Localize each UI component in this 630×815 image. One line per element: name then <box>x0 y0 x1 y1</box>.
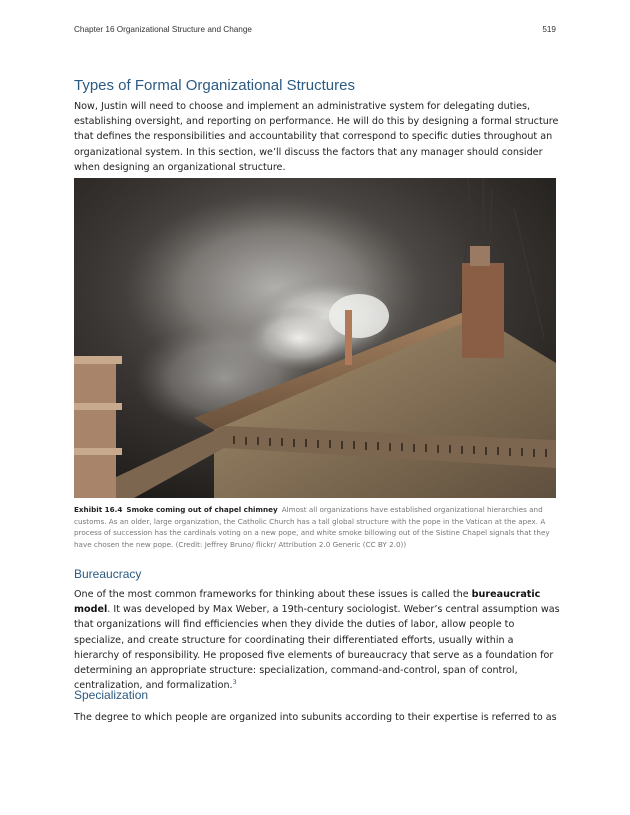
figure-caption <box>74 504 556 550</box>
chapel-chimney-illustration <box>74 178 556 498</box>
key-term-bureaucratic-model: bureaucratic model <box>74 589 541 616</box>
caption-title: Smoke coming out of chapel chimney <box>126 505 278 514</box>
caption-text: Almost all organizations have established organizational hierarchies and customs. As an older, large organization, the Catholic Church has a tall global structure with the pope in the Vatican at the apex. A process of succession has the cardinals voting on a new pope, and white smoke billowing out of the Sistine Chapel signals that they have chosen the new pope. (Credit: Jeffrey Bruno/ flickr/ Attribution 2.0 Generic (CC BY 2.0)) <box>74 505 550 549</box>
intro-paragraph: Now, Justin will need to choose and implement an administrative system for delegating duties, establishing oversight, and reporting on performance. He will do this by designing a formal structure that defines the responsibilities and accountability that correspond to specific duties throughout an organizational system. In this section, we’ll discuss the factors that any manager should consider when designing an organizational structure. <box>74 101 559 173</box>
chimney-pipe <box>345 310 352 365</box>
footnote-link[interactable]: 3 <box>232 678 237 687</box>
caption-label: Exhibit 16.4 <box>74 505 123 514</box>
section-heading: Types of Formal Organizational Structures <box>74 77 355 94</box>
specialization-heading: Specialization <box>74 688 149 702</box>
brick-chimney <box>462 263 504 358</box>
chapter-title: Chapter 16 Organizational Structure and Change <box>74 25 252 34</box>
specialization-paragraph: The degree to which people are organized into subunits according to their expertise is referred to as <box>74 712 557 723</box>
page-number: 519 <box>542 25 556 34</box>
bureaucracy-heading: Bureaucracy <box>74 567 142 581</box>
left-building <box>74 358 116 498</box>
bureaucracy-text-end: . It was developed by Max Weber, a 19th-century sociologist. Weber’s central assumption was that organizations will find efficiencies when they divide the duties of labor, allow people to specialize, and create structure for coordinating their differentiated efforts, usually within a hierarchy of responsibility. He proposed five elements of bureaucracy that serve as a foundation for determining an appropriate structure: specialization, command-and-control, span of control, centralization, and formalization. <box>74 604 560 692</box>
exhibit-photo <box>74 178 556 498</box>
running-header <box>74 25 556 34</box>
bureaucracy-paragraph <box>74 587 560 693</box>
bureaucracy-text-start: One of the most common frameworks for thinking about these issues is called the <box>74 589 472 600</box>
